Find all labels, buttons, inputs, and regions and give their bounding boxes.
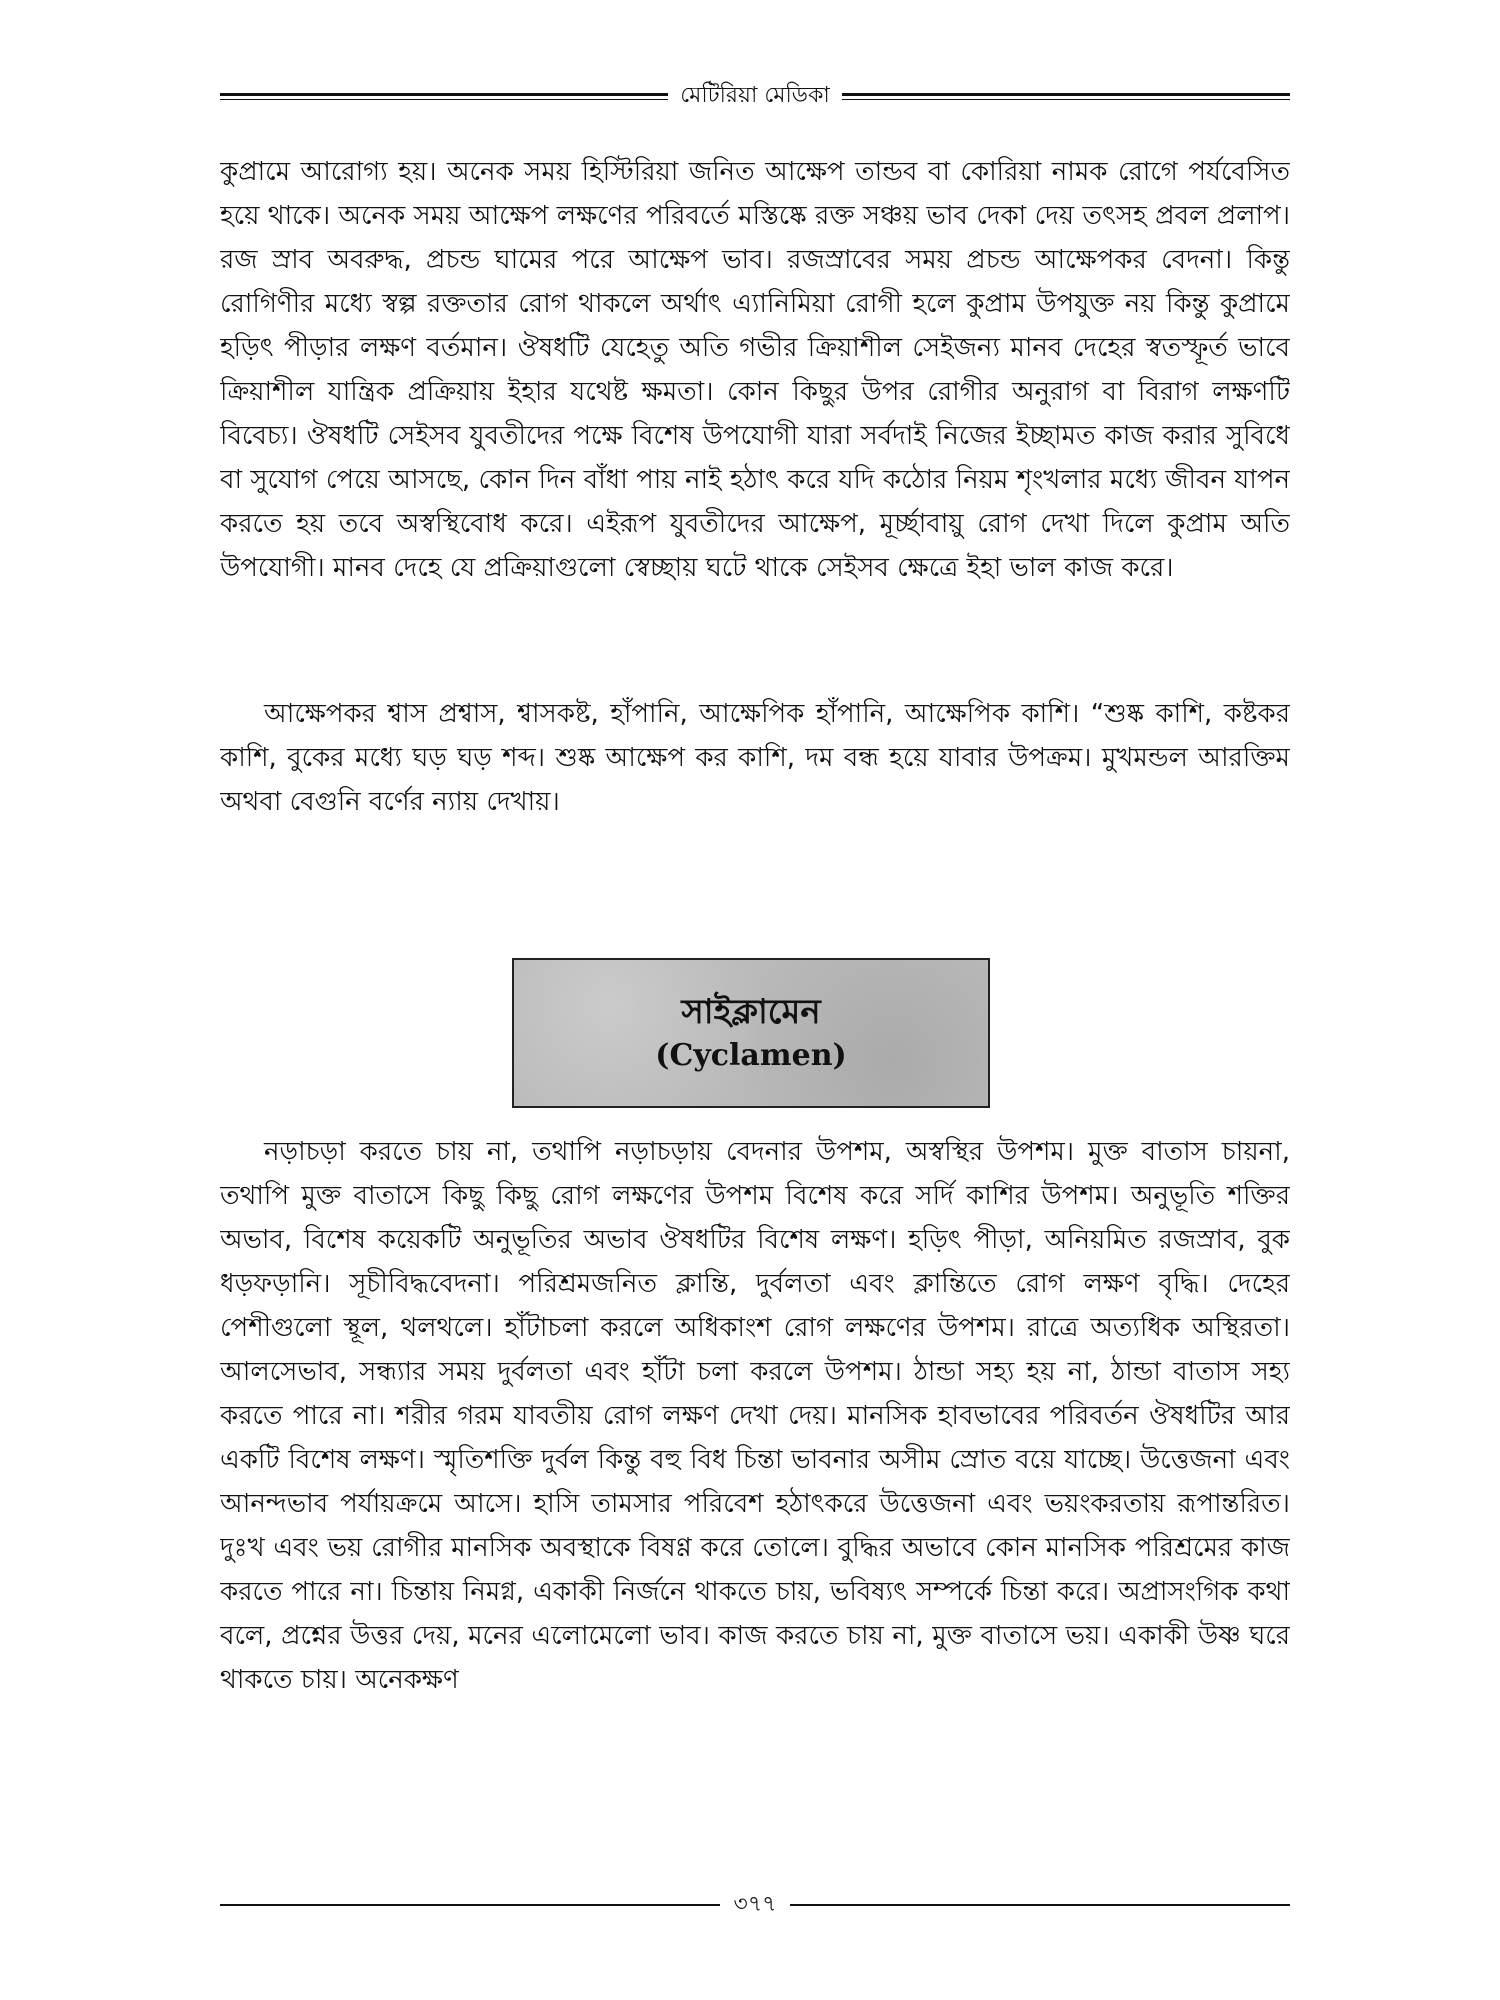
footer-rule-left <box>220 1904 720 1906</box>
remedy-title-bengali: সাইক্লামেন <box>681 992 821 1032</box>
running-header-title: মেটিরিয়া মেডিকা <box>680 82 830 108</box>
paragraph-cyclamen: নড়াচড়া করতে চায় না, তথাপি নড়াচড়ায় বেদনার উপশম, অস্বস্থির উপশম। মুক্ত বাতাস চায়না, তথাপি মুক্ত বাতাসে কিছু কিছু রোগ লক্ষণের উপশম বিশেষ করে সর্দি কাশির উপশম। অনুভূতি শক্তির অভাব, বিশেষ কয়েকটি অনুভূতির অভাব ঔষধটির বিশেষ লক্ষণ। হড়িৎ পীড়া, অনিয়মিত রজস্রাব, বুক ধড়ফড়ানি। সূচীবিদ্ধবেদনা। পরিশ্রমজনিত ক্লান্তি, দুর্বলতা এবং ক্লান্তিতে রোগ লক্ষণ বৃদ্ধি। দেহের পেশীগুলো স্থূল, থলথলে। হাঁটাচলা করলে অধিকাংশ রোগ লক্ষণের উপশম। রাত্রে অত্যধিক অস্থিরতা। আলসেভাব, সন্ধ্যার সময় দুর্বলতা এবং হাঁটা চলা করলে উপশম। ঠান্ডা সহ্য হয় না, ঠান্ডা বাতাস সহ্য করতে পারে না। শরীর গরম যাবতীয় রোগ লক্ষণ দেখা দেয়। মানসিক হাবভাবের পরিবর্তন ঔষধটির আর একটি বিশেষ লক্ষণ। স্মৃতিশক্তি দুর্বল কিন্তু বহু বিধ চিন্তা ভাবনার অসীম স্রোত বয়ে যাচ্ছে। উত্তেজনা এবং আনন্দভাব পর্যায়ক্রমে আসে। হাসি তামসার পরিবেশ হঠাৎকরে উত্তেজনা এবং ভয়ংকরতায় রূপান্তরিত। দুঃখ এবং ভয় রোগীর মানসিক অবস্থাকে বিষণ্ণ করে তোলে। বুদ্ধির অভাবে কোন মানসিক পরিশ্রমের কাজ করতে পারে না। চিন্তায় নিমগ্ন, একাকী নির্জনে থাকতে চায়, ভবিষ্যৎ সম্পর্কে চিন্তা করে। অপ্রাসংগিক কথা বলে, প্রশ্নের উত্তর দেয়, মনের এলোমেলো ভাব। কাজ করতে চায় না, মুক্ত বাতাসে ভয়। একাকী উষ্ণ ঘরে থাকতে চায়। অনেকক্ষণ <box>220 1137 1290 1695</box>
page-header <box>220 78 1290 114</box>
remedy-title-box <box>512 958 990 1108</box>
paragraph-cuprum-respiratory: আক্ষেপকর শ্বাস প্রশ্বাস, শ্বাসকষ্ট, হাঁপানি, আক্ষেপিক হাঁপানি, আক্ষেপিক কাশি। “শুষ্ক কাশি, কষ্টকর কাশি, বুকের মধ্যে ঘড় ঘড় শব্দ। শুষ্ক আক্ষেপ কর কাশি, দম বন্ধ হয়ে যাবার উপক্রম। মুখমন্ডল আরক্তিম অথবা বেগুনি বর্ণের ন্যায় দেখায়। <box>220 699 1290 817</box>
header-rule-left <box>220 93 668 100</box>
footer-rule-right <box>790 1904 1290 1906</box>
page-footer <box>220 1890 1290 1920</box>
page-number: ৩৭৭ <box>733 1891 777 1917</box>
header-rule-right <box>842 93 1290 100</box>
paragraph-cuprum-continued: কুপ্রামে আরোগ্য হয়। অনেক সময় হিস্টিরিয়া জনিত আক্ষেপ তান্ডব বা কোরিয়া নামক রোগে পর্যবেসিত হয়ে থাকে। অনেক সময় আক্ষেপ লক্ষণের পরিবর্তে মস্তিষ্কে রক্ত সঞ্চয় ভাব দেকা দেয় তৎসহ প্রবল প্রলাপ। রজ স্রাব অবরুদ্ধ, প্রচন্ড ঘামের পরে আক্ষেপ ভাব। রজস্রাবের সময় প্রচন্ড আক্ষেপকর বেদনা। কিন্তু রোগিণীর মধ্যে স্বল্প রক্ততার রোগ থাকলে অর্থাৎ এ্যানিমিয়া রোগী হলে কুপ্রাম উপযুক্ত নয় কিন্তু কুপ্রামে হড়িৎ পীড়ার লক্ষণ বর্তমান। ঔষধটি যেহেতু অতি গভীর ক্রিয়াশীল সেইজন্য মানব দেহের স্বতস্ফূর্ত ভাবে ক্রিয়াশীল যান্ত্রিক প্রক্রিয়ায় ইহার যথেষ্ট ক্ষমতা। কোন কিছুর উপর রোগীর অনুরাগ বা বিরাগ লক্ষণটি বিবেচ্য। ঔষধটি সেইসব যুবতীদের পক্ষে বিশেষ উপযোগী যারা সর্বদাই নিজের ইচ্ছামত কাজ করার সুবিধে বা সুযোগ পেয়ে আসছে, কোন দিন বাঁধা পায় নাই হঠাৎ করে যদি কঠোর নিয়ম শৃংখলার মধ্যে জীবন যাপন করতে হয় তবে অস্বস্থিবোধ করে। এইরূপ যুবতীদের আক্ষেপ, মূর্চ্ছাবায়ু রোগ দেখা দিলে কুপ্রাম অতি উপযোগী। মানব দেহে যে প্রক্রিয়াগুলো স্বেচ্ছায় ঘটে থাকে সেইসব ক্ষেত্রে ইহা ভাল কাজ করে। <box>220 157 1290 583</box>
remedy-title-english: (Cyclamen) <box>655 1038 847 1073</box>
